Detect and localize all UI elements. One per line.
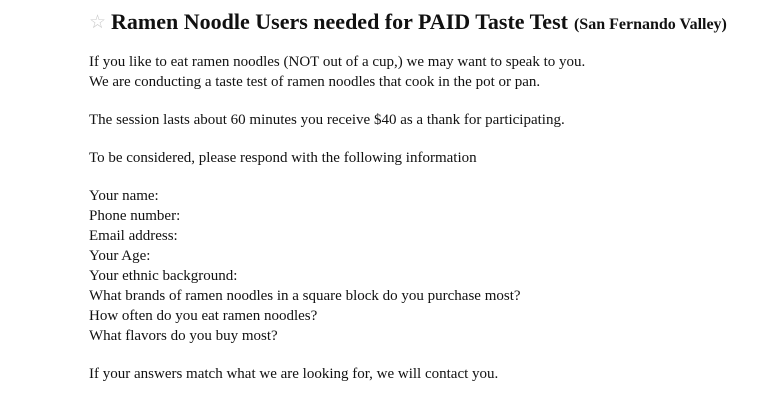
closing-text: If your answers match what we are looking for, we will contact you. bbox=[89, 366, 499, 382]
question-line: What flavors do you buy most? bbox=[89, 328, 278, 344]
posting-header bbox=[89, 9, 727, 38]
session-text: The session lasts about 60 minutes you receive $40 as a thank for participating. bbox=[89, 112, 565, 128]
intro-line: If you like to eat ramen noodles (NOT out of a cup,) we may want to speak to you. bbox=[89, 54, 586, 70]
question-line: Your ethnic background: bbox=[89, 268, 238, 284]
posting-body bbox=[89, 52, 585, 384]
instruction-text: To be considered, please respond with the following information bbox=[89, 150, 477, 166]
posting-location: (San Fernando Valley) bbox=[573, 16, 727, 33]
intro-line: We are conducting a taste test of ramen noodles that cook in the pot or pan. bbox=[89, 74, 541, 90]
star-outline-icon[interactable]: ☆ bbox=[89, 11, 107, 33]
question-line: Your name: bbox=[89, 188, 159, 204]
question-line: Your Age: bbox=[89, 248, 151, 264]
question-line: How often do you eat ramen noodles? bbox=[89, 308, 318, 324]
posting-title: Ramen Noodle Users needed for PAID Taste Test bbox=[111, 9, 568, 34]
question-line: Phone number: bbox=[89, 208, 181, 224]
question-line: What brands of ramen noodles in a square block do you purchase most? bbox=[89, 288, 521, 304]
question-line: Email address: bbox=[89, 228, 178, 244]
